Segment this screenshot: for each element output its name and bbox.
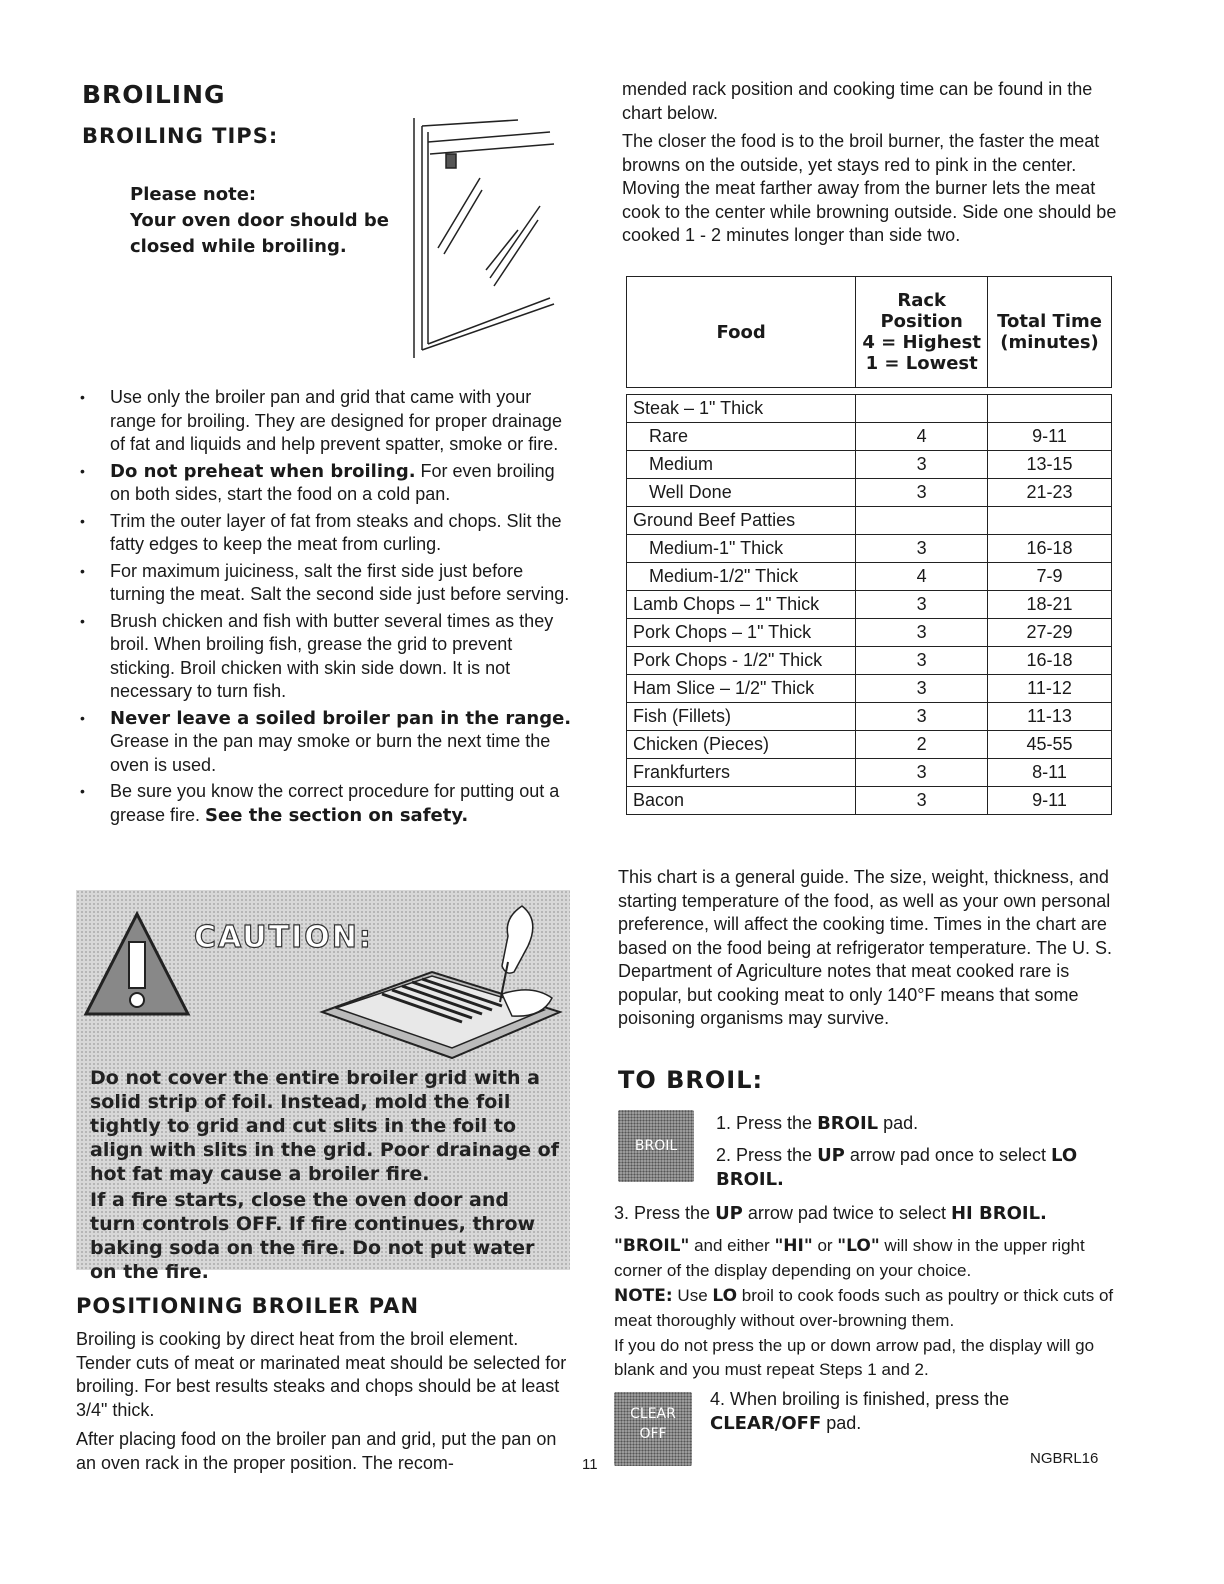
- table-row: Pork Chops - 1/2" Thick 3 16-18: [627, 647, 1112, 675]
- step-1: 1. Press the BROIL pad.: [716, 1113, 919, 1134]
- chart-note: This chart is a general guide. The size, weight, thickness, and starting temperature of the food, as well as your own personal preference, will affect the cooking time. Times in the chart are based on the food being at refrigerator temperature. The U. S. Department of Agriculture notes that meat cooked rare is popular, but cooking meat to only 140°F means that some poisoning organisms may survive.: [618, 867, 1112, 1028]
- table-row: Lamb Chops – 1" Thick 3 18-21: [627, 591, 1112, 619]
- step-2: 2. Press the UP arrow pad once to select LO BROIL.: [716, 1145, 1078, 1190]
- list-item: • For maximum juiciness, salt the first side just before turning the meat. Salt the second side just before serving.: [80, 560, 576, 607]
- table-row: Ham Slice – 1/2" Thick 3 11-12: [627, 675, 1112, 703]
- broil-chart-table: [626, 276, 1112, 815]
- table-row: Medium-1/2" Thick 4 7-9: [627, 563, 1112, 591]
- page-number: 11: [582, 1456, 598, 1473]
- list-item: • Do not preheat when broiling. For even broiling on both sides, start the food on a cold pan.: [80, 460, 576, 507]
- caution-text-2: If a fire starts, close the oven door and turn controls OFF. If fire continues, throw baking soda on the fire. Do not put water on the fire.: [90, 1189, 536, 1283]
- intro-paragraph-2: The closer the food is to the broil burner, the faster the meat browns on the outside, yet stays red to pink in the center. Moving the meat farther away from the burner lets the meat cook to the center while browning outside. Side one should be cooked 1 - 2 minutes longer than side two.: [622, 131, 1117, 245]
- table-row: Frankfurters 3 8-11: [627, 759, 1112, 787]
- note-text: Your oven door should be closed while broiling.: [130, 210, 389, 257]
- display-note: "BROIL" and either "HI" or "LO" will show in the upper right corner of the display depending on your choice.: [614, 1236, 1085, 1280]
- broiling-note: [130, 182, 392, 260]
- clear-off-pad-icon: CLEAR OFF: [614, 1392, 692, 1466]
- tips-list: [80, 386, 576, 830]
- tips-title: BROILING TIPS:: [82, 124, 279, 148]
- document-code: NGBRL16: [1030, 1450, 1099, 1467]
- table-row: Chicken (Pieces) 2 45-55: [627, 731, 1112, 759]
- column-header-rack: Rack Position 4 = Highest 1 = Lowest: [856, 277, 988, 388]
- list-item: • Never leave a soiled broiler pan in the range. Grease in the pan may smoke or burn the next time the oven is used.: [80, 707, 576, 778]
- positioning-paragraph-2: After placing food on the broiler pan and grid, put the pan on an oven rack in the proper position. The recom-: [76, 1429, 557, 1473]
- caution-text-1: Do not cover the entire broiler grid with a solid strip of foil. Instead, mold the foil tightly to grid and cut slits in the foil to align with slits in the grid. Poor drainage of hot fat may cause a broiler fire.: [90, 1067, 559, 1185]
- note-label: Please note:: [130, 184, 257, 205]
- table-row: Medium-1" Thick 3 16-18: [627, 535, 1112, 563]
- table-row: Steak – 1" Thick: [627, 395, 1112, 423]
- list-item: • Use only the broiler pan and grid that came with your range for broiling. They are designed for proper drainage of fat and liquids and help prevent spatter, smoke or fire.: [80, 386, 576, 457]
- positioning-title: POSITIONING BROILER PAN: [76, 1294, 420, 1318]
- page-title: BROILING: [82, 80, 226, 109]
- positioning-paragraph-1: Broiling is cooking by direct heat from the broil element. Tender cuts of meat or marinated meat should be selected for broiling. For best results steaks and chops should be at least 3/4" thick.: [76, 1329, 567, 1420]
- blank-display-note: If you do not press the up or down arrow pad, the display will go blank and you must repeat Steps 1 and 2.: [614, 1336, 1095, 1379]
- table-row: Pork Chops – 1" Thick 3 27-29: [627, 619, 1112, 647]
- caution-heading: CAUTION:: [194, 920, 373, 955]
- table-row: Medium 3 13-15: [627, 451, 1112, 479]
- step-3: 3. Press the UP arrow pad twice to select HI BROIL.: [614, 1203, 1047, 1224]
- broiler-pan-illustration: [312, 902, 562, 1062]
- column-header-time: Total Time (minutes): [988, 277, 1112, 388]
- table-row: Rare 4 9-11: [627, 423, 1112, 451]
- table-row: Fish (Fillets) 3 11-13: [627, 703, 1112, 731]
- step-4: 4. When broiling is finished, press the CLEAR/OFF pad.: [710, 1389, 1010, 1434]
- table-row: Bacon 3 9-11: [627, 787, 1112, 815]
- oven-door-illustration: [408, 118, 558, 360]
- broil-pad-icon: BROIL: [618, 1110, 694, 1182]
- lo-broil-note: NOTE: Use LO broil to cook foods such as poultry or thick cuts of meat thoroughly without over-browning them.: [614, 1286, 1114, 1330]
- table-row: Well Done 3 21-23: [627, 479, 1112, 507]
- list-item: • Be sure you know the correct procedure for putting out a grease fire. See the section on safety.: [80, 780, 576, 827]
- list-item: • Brush chicken and fish with butter several times as they broil. When broiling fish, grease the grid to prevent sticking. Broil chicken with skin side down. It is not necessary to turn fish.: [80, 610, 576, 704]
- caution-box: [76, 890, 570, 1283]
- table-row: Ground Beef Patties: [627, 507, 1112, 535]
- column-header-food: Food: [627, 277, 856, 388]
- warning-icon: [82, 910, 192, 1018]
- list-item: • Trim the outer layer of fat from steaks and chops. Slit the fatty edges to keep the meat from curling.: [80, 510, 576, 557]
- to-broil-title: TO BROIL:: [618, 1066, 764, 1094]
- intro-paragraph-1: mended rack position and cooking time can be found in the chart below.: [622, 79, 1093, 123]
